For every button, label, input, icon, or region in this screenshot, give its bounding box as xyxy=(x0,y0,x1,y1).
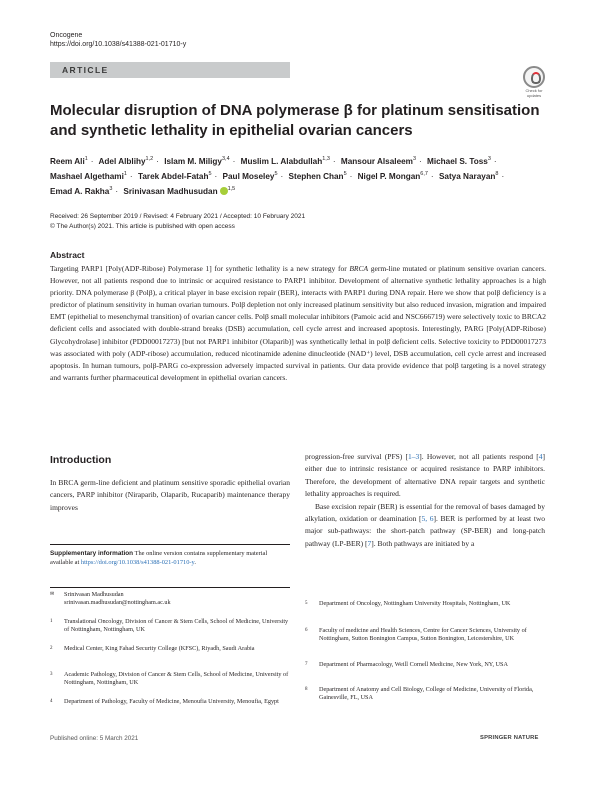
correspondence xyxy=(50,591,290,608)
author[interactable]: Muslim L. Alabdullah$^{1,3}$ xyxy=(240,156,330,166)
article-type-label: ARTICLE xyxy=(62,65,109,75)
affiliation: 5 Department of Oncology, Nottingham University Hospitals, Nottingham, UK xyxy=(305,600,511,607)
affiliation: 1 Translational Oncology, Division of Cancer & Stem Cells, School of Medicine, University of Nottingham, Nottingham, UK xyxy=(50,618,289,634)
abstract-body: Targeting PARP1 [Poly(ADP-Ribose) Polymerase 1] for synthetic lethality is a new strategy for BRCA germ-line mutated or platinum sensitive ovarian cancers. However, not all patients respond due to intrinsic or acquired resistance to PARP1 inhibitor. Development of alternative synthetic lethality approaches is a high priority. DNA polymerase β (Polβ), a critical player in base excision repair (BER), interacts with PARP1 during DNA repair. Here we show that polβ deficiency is a predictor of platinum sensitivity in human ovarian tumours. Polβ depletion not only increased platinum sensitivity but also reduced invasion, migration and impaired EMT (epithelial to mesenchymal transition) of ovarian cancer cells. Polβ small molecular inhibitors (Pamoic acid and NSC666719) were selectively toxic to BRCA2 deficient cells and associated with double-strand breaks (DSB) accumulation, cell cycle arrest and increased apoptosis. Interestingly, PARG [Poly(ADP-Ribose) Glycohydrolase] inhibitor (PDD00017273) [but not PARP1 inhibitor (Olaparib)] was synthetically lethal in polβ deficient cells. Selective toxicity to PDD00017273 was associated with poly (ADP-ribose) accumulation, reduced nicotinamide adenine dinucleotide (NAD⁺) level, DSB accumulation, cell cycle arrest and increased apoptosis. In human tumours, polβ-PARG co-expression adversely impacted survival in patients. Our data provide evidence that polβ targeting is a novel strategy and warrants further pharmaceutical development in epithelial ovarian cancers. xyxy=(50,264,546,382)
affiliation: 7 Department of Pharmacology, Weill Cornell Medicine, New York, NY, USA xyxy=(305,661,508,668)
history-dates: Received: 26 September 2019 / Revised: 4 February 2021 / Accepted: 10 February 2021 xyxy=(50,213,306,220)
article-title xyxy=(50,101,550,141)
doi-link[interactable]: https://doi.org/10.1038/s41388-021-01710-y xyxy=(50,41,187,48)
affiliation: 3 Academic Pathology, Division of Cancer & Stem Cells, School of Medicine, University of Nottingham, Nottingham, UK xyxy=(50,671,289,687)
author[interactable]: Emad A. Rakha$^3$ xyxy=(50,186,113,196)
copyright-line: © The Author(s) 2021. This article is published with open access xyxy=(50,223,235,230)
right-column-text xyxy=(305,451,545,550)
author[interactable]: Satya Narayan$^8$ xyxy=(438,171,499,181)
author-list: Reem Ali$^1$ · Adel Alblihy$^{1,2}$ · Islam M. Miligy$^{3,4}$ · Muslim L. Alabdullah$^{1,3}$ · Mansour Alsaleem$^3$ · Michael S. Toss$^3$ · Mashael Algethami$^1$ · Tarek Abdel-Fatah$^5$ · Paul Moseley$^5$ · Stephen Chan$^5$ · Nigel P. Mongan$^{6,7}$ · Satya Narayan$^8$ · Emad A. Rakha$^3$ · Srinivasan Madhusudan $^{1,5}$ xyxy=(50,156,505,196)
citation-link[interactable]: 1–3 xyxy=(408,452,420,461)
abstract-heading: Abstract xyxy=(50,250,85,260)
paragraph: Base excision repair (BER) is essential for the removal of bases damaged by alkylation, oxidation or deamination [5, 6]. BER is performed by at least two major sub-pathways: the short-patch pathway (SP-BER) and long-patch pathway (LP-BER) [7]. Both pathways are initiated by a xyxy=(305,501,545,548)
affiliation: 4 Department of Pathology, Faculty of Medicine, Menoufia University, Menoufia, Egypt xyxy=(50,698,279,705)
affiliation: 8 Department of Anatomy and Cell Biology, College of Medicine, University of Florida, Gainesville, FL, USA xyxy=(305,686,534,702)
author[interactable]: Paul Moseley$^5$ xyxy=(222,171,278,181)
paragraph: progression-free survival (PFS) [1–3]. However, not all patients respond [4] either due to intrinsic resistance or acquired resistance to PARP inhibitors. Therefore, the development of alternative DNA repair targets and synthetic lethality approaches is required. xyxy=(305,452,545,499)
author[interactable]: Stephen Chan$^5$ xyxy=(288,171,347,181)
author[interactable]: Michael S. Toss$^3$ xyxy=(427,156,491,166)
introduction-paragraph: In BRCA germ-line deficient and platinum sensitive sporadic epithelial ovarian cancers, PARP inhibitor (Niraparib, Olaparib, Rucaparib) maintenance therapy improves xyxy=(50,478,290,512)
author[interactable]: Tarek Abdel-Fatah$^5$ xyxy=(137,171,212,181)
orcid-icon[interactable] xyxy=(220,187,228,195)
publisher-logo: SPRINGER NATURE xyxy=(480,735,539,741)
title-line-1: Molecular disruption of DNA polymerase β for platinum sensitisation xyxy=(50,102,540,119)
citation-link[interactable]: 4 xyxy=(538,452,543,461)
author[interactable]: Reem Ali$^1$ xyxy=(50,156,88,166)
title-line-2: and synthetic lethality in epithelial ovarian cancers xyxy=(50,122,413,139)
author[interactable]: Mashael Algethami$^1$ xyxy=(50,171,127,181)
citation-link[interactable]: 7 xyxy=(367,538,372,548)
citation-link[interactable]: 5, 6 xyxy=(421,514,434,524)
updates-text: Check for updates xyxy=(525,88,543,98)
journal-header xyxy=(50,31,186,49)
crossmark-icon xyxy=(523,66,545,88)
journal-name: Oncogene xyxy=(50,32,83,39)
author[interactable]: Islam M. Miligy$^{3,4}$ xyxy=(164,156,230,166)
author[interactable]: Adel Alblihy$^{1,2}$ xyxy=(98,156,154,166)
introduction-heading: Introduction xyxy=(50,454,112,466)
email-link[interactable]: srinivasan.madhusudan@nottingham.ac.uk xyxy=(64,599,171,607)
divider xyxy=(50,587,290,588)
affiliation: 6 Faculty of medicine and Health Sciences, Centre for Cancer Sciences, University of Nottingham, Sutton Bonington Campus, Sutton Bonington, Leicestershire, UK xyxy=(305,627,527,643)
published-online: Published online: 5 March 2021 xyxy=(50,735,139,742)
corresponding-author: Srinivasan Madhusudan xyxy=(64,591,124,598)
affiliation: 2 Medical Center, King Fahad Security College (KFSC), Riyadh, Saudi Arabia xyxy=(50,645,255,652)
article-dates xyxy=(50,212,305,232)
author[interactable]: Mansour Alsaleem$^3$ xyxy=(340,156,417,166)
supplementary-note: Supplementary information The online version contains supplementary material available at https://doi.org/10.1038/s41388-021-01710-y. xyxy=(50,550,268,566)
author[interactable]: Srinivasan Madhusudan xyxy=(123,187,218,196)
author[interactable]: Nigel P. Mongan$^{6,7}$ xyxy=(357,171,428,181)
envelope-icon: ✉ xyxy=(50,592,55,597)
divider xyxy=(50,544,290,545)
check-for-updates-badge[interactable] xyxy=(520,66,548,98)
supplementary-link[interactable]: https://doi.org/10.1038/s41388-021-01710-y xyxy=(80,559,195,566)
